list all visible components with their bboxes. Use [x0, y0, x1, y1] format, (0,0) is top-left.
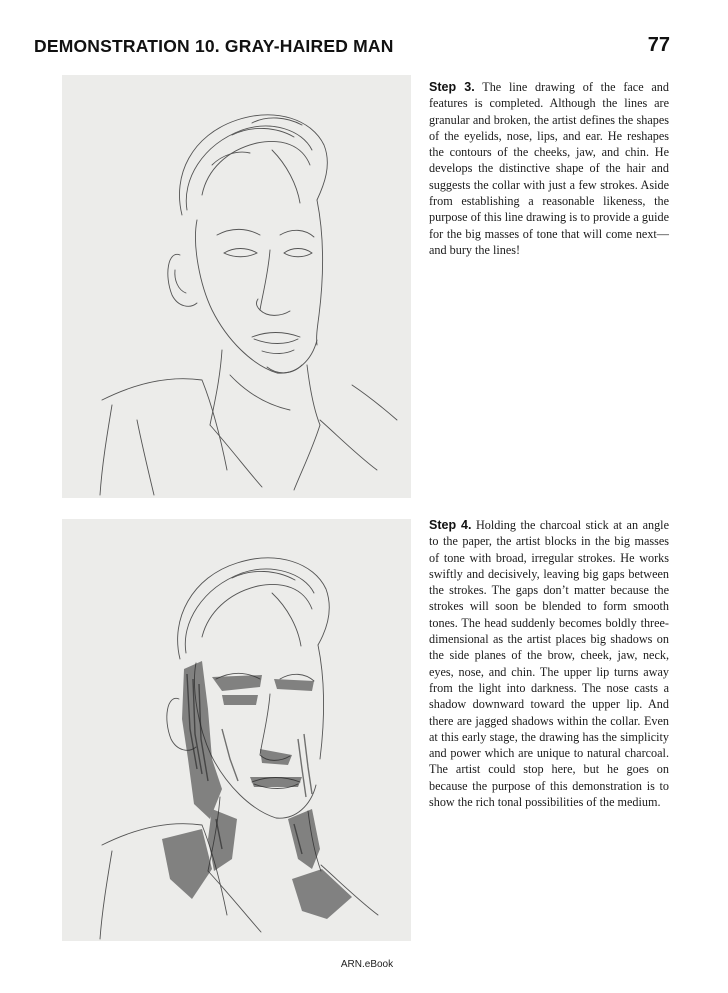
- step-4-caption: [429, 517, 669, 810]
- step-3-text: The line drawing of the face and features is completed. Although the lines are granular and broken, the artist defines the shapes of the eyelids, nose, lips, and ear. He reshapes the contours of the cheeks, jaw, and chin. He develops the distinctive shape of the hair and suggests the collar with just a few strokes. Aside from establishing a reasonable likeness, the purpose of this line drawing is to provide a guide for the big masses of tone that will come next—and bury the lines!: [429, 80, 669, 257]
- step-3-sketch-illustration: [62, 75, 411, 498]
- step-4-text: Holding the charcoal stick at an angle to the paper, the artist blocks in the big masses of tone with broad, irregular strokes. He works swiftly and decisively, leaving big gaps between the strokes. The gaps don’t matter because the strokes will soon be blended to form smooth tones. The head suddenly becomes boldly three-dimensional as the artist places big shadows on the side planes of the brow, cheek, jaw, neck, eyes, nose, and chin. The upper lip turns away from the light into darkness. The nose casts a shadow downward toward the upper lip. And there are jagged shadows within the collar. Even at this early stage, the drawing has the simplicity and power which are unique to natural charcoal. The artist could stop here, but he goes on because the purpose of this demonstration is to show the rich tonal possibilities of the medium.: [429, 518, 669, 810]
- page-title: DEMONSTRATION 10. GRAY-HAIRED MAN: [34, 36, 394, 56]
- footer-text: ARN.eBook: [340, 959, 394, 970]
- step-3-line-drawing: [62, 75, 411, 498]
- step-3-label: Step 3.: [429, 80, 475, 94]
- page-number: 77: [647, 34, 670, 56]
- footer-watermark: [0, 959, 728, 970]
- step-3-caption: [429, 79, 669, 258]
- step-4-block-tones: [62, 519, 411, 941]
- step-4-label: Step 4.: [429, 518, 472, 532]
- step-4-sketch-illustration: [62, 519, 411, 941]
